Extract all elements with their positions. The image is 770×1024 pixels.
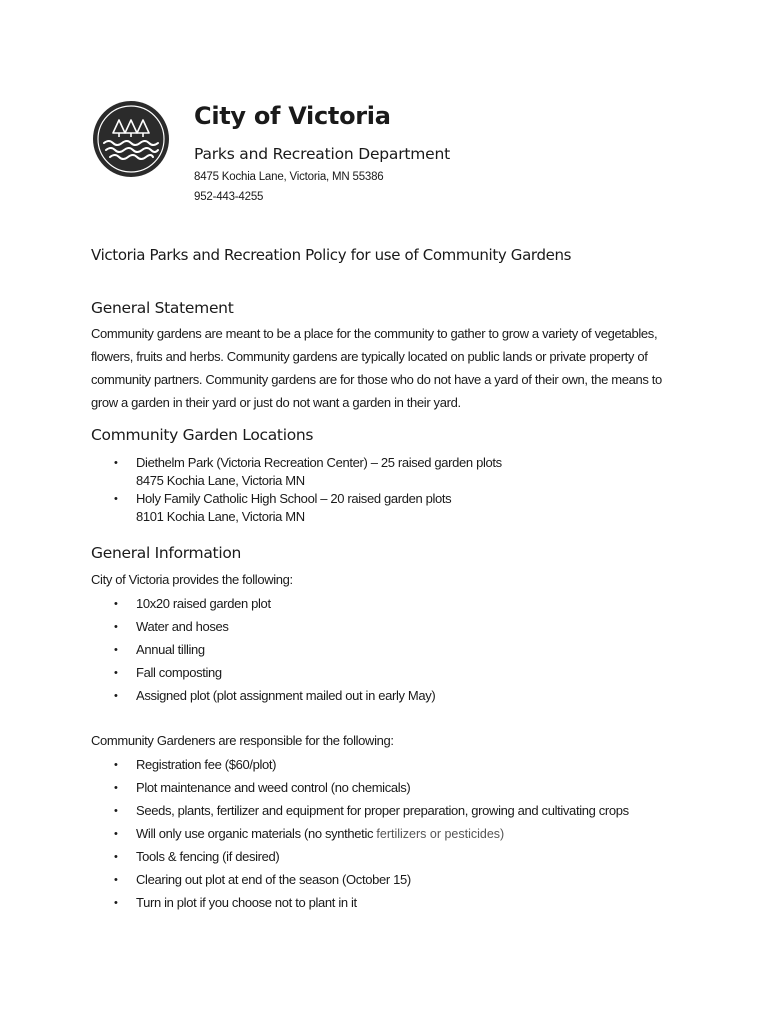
list-item-text: Registration fee ($60/plot): [136, 757, 277, 772]
bullet-icon: •: [114, 759, 118, 771]
locations-list: [0, 454, 502, 526]
document-title: Victoria Parks and Recreation Policy for use of Community Gardens: [91, 246, 572, 264]
list-item-text: Will only use organic materials (no synthetic: [136, 826, 377, 841]
locations-heading: Community Garden Locations: [91, 426, 314, 444]
list-item: [0, 454, 502, 490]
list-item-text: Clearing out plot at end of the season (October 15): [136, 872, 411, 887]
bullet-icon: •: [114, 457, 118, 469]
list-item: [0, 595, 435, 618]
org-name: City of Victoria: [194, 102, 391, 130]
list-item-text: Seeds, plants, fertilizer and equipment for proper preparation, growing and cultivating crops: [136, 803, 629, 818]
list-item: [0, 687, 435, 710]
bullet-icon: •: [114, 690, 118, 702]
city-seal-logo-icon: [91, 99, 171, 179]
bullet-icon: •: [114, 621, 118, 633]
list-item: [0, 664, 435, 687]
list-item-text: 10x20 raised garden plot: [136, 596, 271, 611]
org-address: 8475 Kochia Lane, Victoria, MN 55386: [194, 171, 384, 183]
list-item: [0, 618, 435, 641]
paragraph-line: community partners. Community gardens are for those who do not have a yard of their own, the means to: [91, 372, 662, 387]
bullet-icon: •: [114, 598, 118, 610]
gardener-responsibilities-list: [0, 756, 629, 917]
list-item-text: Assigned plot (plot assignment mailed out in early May): [136, 688, 436, 703]
bullet-icon: •: [114, 805, 118, 817]
org-phone: 952-443-4255: [194, 191, 264, 203]
location-name: Holy Family Catholic High School – 20 raised garden plots: [136, 491, 452, 506]
list-item-text: Tools & fencing (if desired): [136, 849, 280, 864]
bullet-icon: •: [114, 851, 118, 863]
list-item: [0, 779, 629, 802]
list-item-text-suffix: fertilizers or pesticides): [376, 827, 505, 841]
list-item: [0, 490, 502, 526]
list-item-text: Plot maintenance and weed control (no chemicals): [136, 780, 411, 795]
list-item: [0, 641, 435, 664]
location-address: 8101 Kochia Lane, Victoria MN: [136, 509, 305, 524]
location-address: 8475 Kochia Lane, Victoria MN: [136, 473, 305, 488]
list-item: [0, 802, 629, 825]
department-name: Parks and Recreation Department: [194, 145, 450, 163]
bullet-icon: •: [114, 782, 118, 794]
bullet-icon: •: [114, 667, 118, 679]
list-item: [0, 848, 629, 871]
bullet-icon: •: [114, 493, 118, 505]
general-statement-paragraph: [91, 322, 671, 414]
city-provides-list: [0, 595, 435, 710]
paragraph-line: flowers, fruits and herbs. Community gardens are typically located on public lands or private property of: [91, 349, 648, 364]
paragraph-line: grow a garden in their yard or just do not want a garden in their yard.: [91, 395, 461, 410]
list-item: [0, 894, 629, 917]
list-item: [0, 756, 629, 779]
general-statement-heading: General Statement: [91, 299, 234, 317]
list-item-text: Turn in plot if you choose not to plant in it: [136, 895, 357, 910]
list-item: [0, 825, 629, 848]
bullet-icon: •: [114, 644, 118, 656]
list-item: [0, 871, 629, 894]
general-information-heading: General Information: [91, 544, 242, 562]
list-item-text: Annual tilling: [136, 642, 205, 657]
list-item-text: Water and hoses: [136, 619, 229, 634]
list-item-text: Fall composting: [136, 665, 222, 680]
gardeners-responsible-intro: Community Gardeners are responsible for the following:: [91, 733, 394, 748]
paragraph-line: Community gardens are meant to be a place for the community to gather to grow a variety of vegetables,: [91, 326, 658, 341]
bullet-icon: •: [114, 897, 118, 909]
bullet-icon: •: [114, 828, 118, 840]
bullet-icon: •: [114, 874, 118, 886]
city-provides-intro: City of Victoria provides the following:: [91, 572, 293, 587]
location-name: Diethelm Park (Victoria Recreation Center) – 25 raised garden plots: [136, 455, 502, 470]
